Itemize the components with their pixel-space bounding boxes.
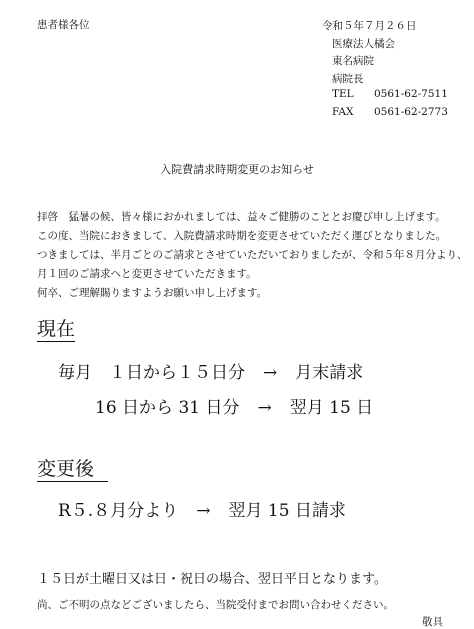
fax-number: 0561-62-2773: [374, 105, 448, 118]
current-row1-result: 月末請求: [295, 363, 364, 383]
telephone-line: [322, 88, 448, 106]
arrow-right-icon: →: [257, 398, 272, 418]
closing-word: 敬具: [422, 616, 443, 628]
body-line-1: 拝啓 猛暑の候、皆々様におかれましては、益々ご健勝のこととお慶び申し上げます。: [37, 211, 446, 223]
letter-date: 令和５年７月２６日: [322, 20, 417, 32]
current-schedule-row-2: [95, 393, 373, 418]
hospital-name: 東名病院: [332, 55, 374, 67]
body-line-3: つきましては、半月ごとのご請求とさせていただいておりましたが、令和５年８月分より、: [37, 249, 468, 261]
tel-label: TEL: [332, 88, 354, 100]
body-line-4: 月１回のご請求へと変更させていただきます。: [37, 268, 257, 280]
current-schedule-row-1: [58, 358, 363, 383]
fax-label: FAX: [332, 105, 354, 118]
organization-name: 医療法人橘会: [332, 37, 395, 50]
notice-title: 入院費請求時期変更のお知らせ: [160, 163, 314, 176]
new-schedule-result: 翌月 15 日請求: [228, 501, 346, 521]
body-line-2: この度、当院におきまして、入院費請求時期を変更させていただく運びとなりました。: [37, 230, 447, 242]
holiday-note: １５日が土曜日又は日・祝日の場合、翌日平日となります。: [37, 572, 387, 587]
sender-block: [322, 18, 448, 123]
director-title: 病院長: [332, 72, 364, 85]
current-row1-range: 毎月 １日から１５日分: [58, 363, 245, 383]
arrow-right-icon: →: [263, 363, 278, 383]
change-heading: 変更後: [37, 458, 108, 482]
current-row2-range: 16 日から 31 日分: [95, 398, 240, 418]
arrow-right-icon: →: [196, 501, 211, 521]
inquiry-footer: 尚、ご不明の点などございましたら、当院受付までお問い合わせください。: [37, 599, 394, 611]
new-schedule-row: [58, 496, 346, 521]
body-line-5: 何卒、ご理解賜りますようお願い申し上げます。: [37, 287, 268, 299]
tel-number: 0561-62-7511: [374, 88, 448, 100]
current-heading: 現在: [37, 318, 76, 340]
fax-line: [322, 106, 448, 124]
notice-body: [37, 209, 468, 304]
new-schedule-range: R５.８月分より: [58, 501, 179, 521]
current-row2-result: 翌月 15 日: [289, 398, 374, 418]
addressee: 患者様各位: [37, 19, 90, 31]
